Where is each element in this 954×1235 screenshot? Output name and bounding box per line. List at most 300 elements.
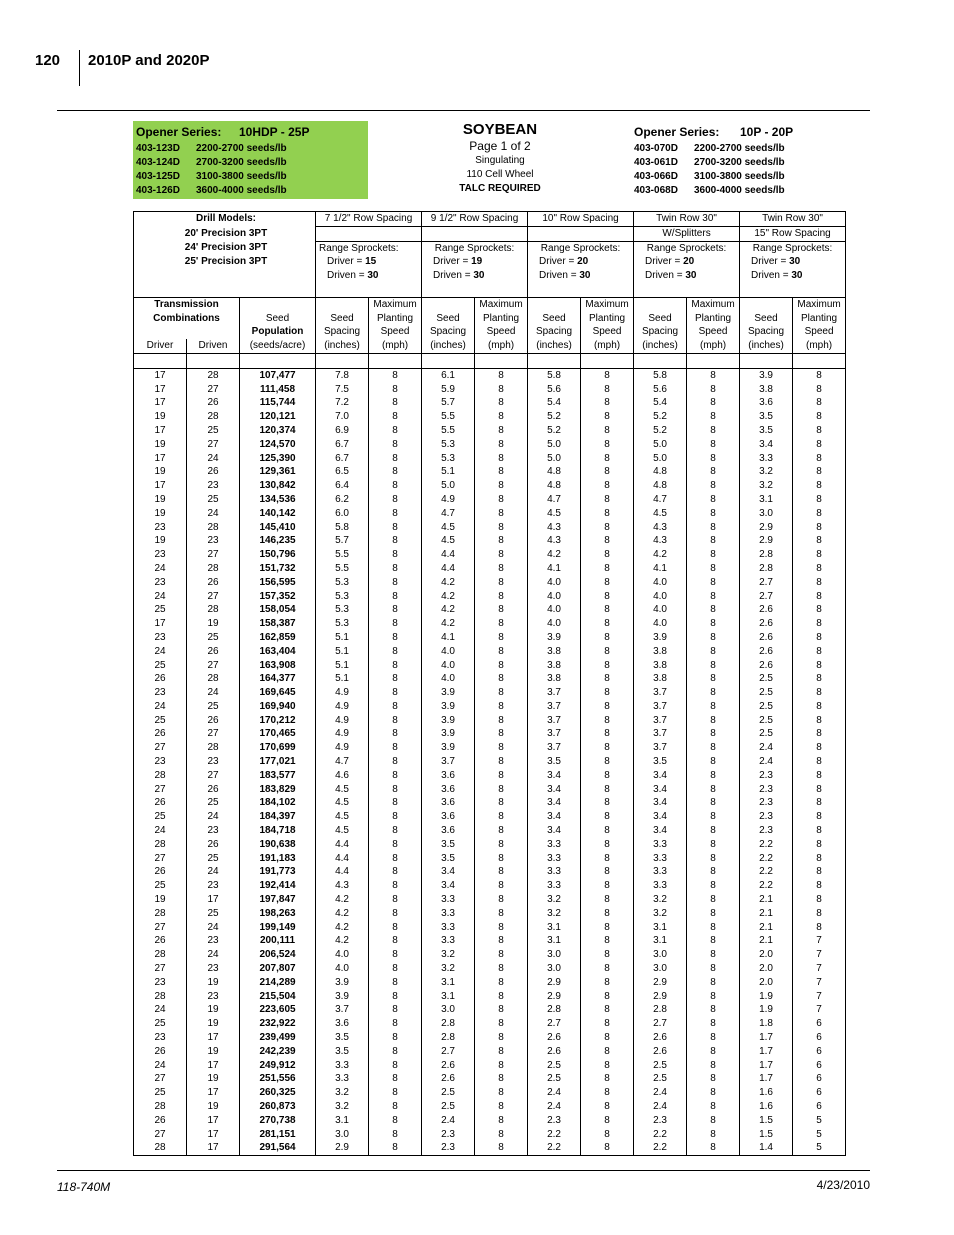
spacing-cell: 2.0	[740, 948, 793, 962]
spacing-cell: 3.7	[528, 727, 581, 741]
speed-cell: 8	[581, 548, 634, 562]
spacing-cell: 2.5	[634, 1059, 687, 1073]
opener-series-value: 10P - 20P	[740, 125, 794, 139]
table-row	[134, 686, 846, 700]
driven-cell: 26	[187, 576, 240, 590]
speed-cell: 8	[475, 727, 528, 741]
population-cell: 170,465	[240, 727, 316, 741]
speed-cell: 8	[687, 838, 740, 852]
driven-cell: 17	[187, 1059, 240, 1073]
speed-cell: 8	[369, 507, 422, 521]
spacing-cell: 1.9	[740, 990, 793, 1004]
spacing-cell: 5.1	[316, 631, 369, 645]
spacing-cell: 2.5	[740, 700, 793, 714]
spacing-cell: 3.4	[422, 879, 475, 893]
spacing-cell: 2.1	[740, 934, 793, 948]
spacing-header: Seed	[422, 312, 475, 326]
speed-cell: 8	[793, 521, 846, 535]
speed-cell: 8	[687, 1128, 740, 1142]
driver-cell: 28	[134, 990, 187, 1004]
driven-cell: 25	[187, 424, 240, 438]
spacing-cell: 2.3	[422, 1141, 475, 1155]
driver-cell: 28	[134, 769, 187, 783]
crop-title-block	[430, 121, 570, 196]
speed-cell: 8	[369, 1086, 422, 1100]
opener-range: 2700-3200 seeds/lb	[196, 157, 287, 168]
speed-cell: 8	[475, 810, 528, 824]
spacing-cell: 2.9	[740, 534, 793, 548]
speed-cell: 8	[581, 631, 634, 645]
speed-cell: 8	[475, 1100, 528, 1114]
spacing-cell: 6.1	[422, 368, 475, 382]
speed-cell: 8	[687, 755, 740, 769]
spacing-cell: 2.8	[740, 548, 793, 562]
opener-range: 2200-2700 seeds/lb	[196, 143, 287, 154]
spacing-cell: 4.0	[528, 617, 581, 631]
range-sprockets-label: Range Sprockets:	[316, 241, 422, 255]
speed-cell: 6	[793, 1059, 846, 1073]
spacing-cell: 5.0	[634, 452, 687, 466]
population-cell: 215,504	[240, 990, 316, 1004]
spacing-header: Seed	[634, 312, 687, 326]
driven-cell: 25	[187, 631, 240, 645]
table-row	[134, 562, 846, 576]
spacing-cell: 4.1	[634, 562, 687, 576]
speed-cell: 8	[475, 1072, 528, 1086]
table-row	[134, 507, 846, 521]
speed-cell: 8	[793, 824, 846, 838]
opener-part: 403-125D	[136, 171, 180, 182]
spacing-cell: 2.3	[740, 783, 793, 797]
speed-cell: 8	[475, 962, 528, 976]
speed-cell: 8	[793, 714, 846, 728]
population-cell: 163,404	[240, 645, 316, 659]
spacing-cell: 4.5	[316, 783, 369, 797]
spacing-cell: 4.2	[422, 576, 475, 590]
speed-cell: 8	[793, 796, 846, 810]
speed-cell: 8	[475, 1086, 528, 1100]
opener-row	[133, 156, 368, 170]
empty-cell	[740, 297, 793, 311]
spacing-cell: 3.3	[422, 893, 475, 907]
spacing-cell: 3.6	[740, 396, 793, 410]
driver-cell: 19	[134, 893, 187, 907]
table-row	[134, 452, 846, 466]
speed-cell: 8	[687, 769, 740, 783]
speed-cell: 8	[793, 810, 846, 824]
spacing-cell: 3.7	[528, 686, 581, 700]
speed-cell: 8	[687, 796, 740, 810]
speed-cell: 8	[475, 907, 528, 921]
spacing-cell: 4.8	[528, 479, 581, 493]
spacing-cell: 3.9	[422, 727, 475, 741]
spacing-cell: 4.2	[316, 934, 369, 948]
spacing-cell: 2.3	[528, 1114, 581, 1128]
driver-sprocket	[528, 255, 634, 269]
driver-cell: 26	[134, 672, 187, 686]
speed-cell: 8	[475, 769, 528, 783]
driver-cell: 23	[134, 1031, 187, 1045]
speed-cell: 8	[793, 741, 846, 755]
speed-cell: 8	[369, 424, 422, 438]
speed-header: Planting	[793, 312, 846, 326]
speed-cell: 8	[793, 452, 846, 466]
speed-cell: 8	[793, 893, 846, 907]
spacing-cell: 3.1	[634, 934, 687, 948]
speed-cell: 8	[581, 521, 634, 535]
speed-cell: 8	[793, 590, 846, 604]
table-row	[134, 548, 846, 562]
population-cell: 281,151	[240, 1128, 316, 1142]
speed-cell: 8	[369, 659, 422, 673]
driver-value: 30	[789, 256, 801, 268]
driver-cell: 24	[134, 645, 187, 659]
driven-cell: 23	[187, 479, 240, 493]
driver-cell: 25	[134, 1086, 187, 1100]
speed-cell: 6	[793, 1031, 846, 1045]
spacing-cell: 2.6	[740, 659, 793, 673]
spacing-cell: 5.0	[422, 479, 475, 493]
spacing-cell: 3.2	[740, 465, 793, 479]
spacing-cell: 3.2	[316, 1100, 369, 1114]
spacing-cell: 3.3	[422, 934, 475, 948]
spacing-cell: 2.6	[634, 1045, 687, 1059]
cell-wheel: 110 Cell Wheel	[466, 169, 534, 180]
population-cell: 156,595	[240, 576, 316, 590]
table-row	[134, 824, 846, 838]
table-row	[134, 976, 846, 990]
spacing-cell: 4.1	[528, 562, 581, 576]
speed-cell: 8	[687, 465, 740, 479]
spacing-cell: 1.6	[740, 1100, 793, 1114]
speed-cell: 8	[687, 727, 740, 741]
speed-cell: 8	[369, 1114, 422, 1128]
speed-cell: 6	[793, 1072, 846, 1086]
spacing-subheader	[316, 226, 422, 241]
spacing-cell: 1.7	[740, 1045, 793, 1059]
speed-cell: 8	[475, 700, 528, 714]
driven-value: 30	[473, 270, 485, 282]
table-row	[134, 1059, 846, 1073]
speed-cell: 8	[793, 534, 846, 548]
speed-cell: 8	[369, 368, 422, 382]
speed-cell: 8	[581, 1072, 634, 1086]
driven-cell: 19	[187, 1045, 240, 1059]
speed-cell: 8	[475, 548, 528, 562]
spacing-cell: 6.7	[316, 452, 369, 466]
spacing-cell: 5.8	[634, 368, 687, 382]
transmission-header: Transmission	[134, 297, 240, 311]
spacing-cell: 3.0	[316, 1128, 369, 1142]
spacing-cell: 2.2	[740, 838, 793, 852]
spacing-cell: 5.3	[316, 576, 369, 590]
speed-cell: 8	[369, 617, 422, 631]
driven-cell: 27	[187, 727, 240, 741]
empty-cell	[740, 283, 846, 297]
empty-cell	[240, 297, 316, 311]
spacing-cell: 2.0	[740, 976, 793, 990]
speed-cell: 8	[793, 383, 846, 397]
driver-cell: 28	[134, 907, 187, 921]
empty-cell	[634, 297, 687, 311]
speed-cell: 8	[581, 1086, 634, 1100]
speed-cell: 8	[475, 452, 528, 466]
speed-cell: 8	[369, 1031, 422, 1045]
spacing-header: Spacing	[528, 325, 581, 339]
spacing-cell: 2.7	[634, 1017, 687, 1031]
spacing-subheader: W/Splitters	[634, 226, 740, 241]
driven-value: 30	[367, 270, 379, 282]
driven-cell: 24	[187, 948, 240, 962]
spacing-cell: 2.3	[740, 810, 793, 824]
spacing-cell: 2.6	[422, 1059, 475, 1073]
spacing-cell: 4.9	[316, 727, 369, 741]
speed-cell: 8	[581, 383, 634, 397]
speed-cell: 8	[475, 1017, 528, 1031]
spacing-cell: 4.2	[528, 548, 581, 562]
speed-cell: 8	[793, 700, 846, 714]
spacing-cell: 4.4	[316, 838, 369, 852]
driver-cell: 24	[134, 700, 187, 714]
spacing-cell: 3.2	[422, 962, 475, 976]
driven-label: Driven =	[433, 270, 474, 282]
speed-cell: 8	[793, 672, 846, 686]
population-cell: 199,149	[240, 921, 316, 935]
speed-cell: 8	[475, 865, 528, 879]
spacing-cell: 4.7	[528, 493, 581, 507]
speed-cell: 8	[369, 1128, 422, 1142]
driver-cell: 27	[134, 741, 187, 755]
speed-cell: 8	[475, 1114, 528, 1128]
opener-range: 2200-2700 seeds/lb	[694, 143, 785, 154]
empty-cell	[581, 353, 634, 368]
spacing-cell: 3.4	[634, 769, 687, 783]
driver-cell: 27	[134, 783, 187, 797]
driven-cell: 28	[187, 672, 240, 686]
driven-cell: 25	[187, 700, 240, 714]
spacing-cell: 2.6	[528, 1031, 581, 1045]
driven-cell: 28	[187, 521, 240, 535]
empty-cell	[316, 353, 369, 368]
spacing-cell: 4.0	[634, 590, 687, 604]
driven-cell: 17	[187, 1114, 240, 1128]
spacing-cell: 4.2	[316, 921, 369, 935]
speed-header: Maximum	[581, 297, 634, 311]
driver-cell: 17	[134, 479, 187, 493]
driven-cell: 24	[187, 452, 240, 466]
spacing-cell: 3.7	[634, 741, 687, 755]
speed-cell: 8	[687, 396, 740, 410]
speed-header: Planting	[687, 312, 740, 326]
population-cell: 129,361	[240, 465, 316, 479]
spacing-cell: 5.2	[634, 410, 687, 424]
population-cell: 170,212	[240, 714, 316, 728]
range-sprockets-label: Range Sprockets:	[634, 241, 740, 255]
speed-cell: 8	[793, 507, 846, 521]
speed-cell: 8	[581, 1017, 634, 1031]
spacing-cell: 3.2	[634, 907, 687, 921]
drill-model: 25' Precision 3PT	[134, 255, 316, 269]
spacing-cell: 4.3	[634, 521, 687, 535]
driven-cell: 27	[187, 383, 240, 397]
speed-cell: 8	[581, 590, 634, 604]
spacing-cell: 3.5	[740, 410, 793, 424]
table-row	[134, 962, 846, 976]
spacing-header: (inches)	[316, 339, 369, 353]
driven-sprocket	[422, 269, 528, 283]
table-row	[134, 1045, 846, 1059]
speed-cell: 8	[687, 659, 740, 673]
spacing-cell: 2.7	[740, 576, 793, 590]
speed-cell: 8	[581, 838, 634, 852]
population-cell: 125,390	[240, 452, 316, 466]
population-header: Population	[240, 325, 316, 339]
spacing-cell: 2.5	[528, 1072, 581, 1086]
opener-series-right	[634, 121, 834, 198]
speed-cell: 8	[687, 893, 740, 907]
spacing-cell: 3.3	[528, 852, 581, 866]
speed-cell: 8	[369, 838, 422, 852]
speed-cell: 8	[369, 741, 422, 755]
speed-cell: 8	[369, 700, 422, 714]
driver-label: Driver =	[645, 256, 684, 268]
population-cell: 120,121	[240, 410, 316, 424]
spacing-cell: 3.1	[528, 921, 581, 935]
speed-cell: 8	[687, 1003, 740, 1017]
population-cell: 157,352	[240, 590, 316, 604]
spacing-cell: 5.5	[422, 424, 475, 438]
speed-cell: 8	[369, 948, 422, 962]
empty-cell	[316, 283, 422, 297]
speed-cell: 8	[475, 879, 528, 893]
driven-cell: 26	[187, 645, 240, 659]
driven-sprocket	[740, 269, 846, 283]
spacing-cell: 2.5	[422, 1100, 475, 1114]
population-cell: 184,102	[240, 796, 316, 810]
page-number: 120	[35, 52, 61, 69]
spacing-cell: 3.9	[422, 700, 475, 714]
speed-header: Speed	[369, 325, 422, 339]
speed-cell: 8	[369, 727, 422, 741]
driven-cell: 17	[187, 1128, 240, 1142]
spacing-cell: 3.2	[528, 907, 581, 921]
speed-cell: 8	[687, 783, 740, 797]
speed-header: Maximum	[369, 297, 422, 311]
speed-cell: 8	[475, 838, 528, 852]
speed-cell: 8	[475, 465, 528, 479]
driver-cell: 25	[134, 879, 187, 893]
opener-series-label: Opener Series:	[136, 125, 222, 139]
header-rule	[57, 110, 870, 111]
opener-row	[133, 142, 368, 156]
speed-cell: 8	[475, 893, 528, 907]
spacing-cell: 3.9	[422, 714, 475, 728]
speed-cell: 8	[369, 1045, 422, 1059]
speed-cell: 8	[687, 548, 740, 562]
speed-cell: 8	[369, 1003, 422, 1017]
opener-row	[133, 184, 368, 198]
spacing-cell: 5.0	[634, 438, 687, 452]
spacing-cell: 2.4	[634, 1086, 687, 1100]
driver-cell: 25	[134, 714, 187, 728]
driver-cell: 24	[134, 590, 187, 604]
speed-cell: 8	[581, 479, 634, 493]
speed-cell: 8	[581, 948, 634, 962]
speed-cell: 8	[687, 934, 740, 948]
speed-cell: 8	[369, 796, 422, 810]
spacing-cell: 3.4	[740, 438, 793, 452]
driver-value: 20	[683, 256, 695, 268]
speed-cell: 8	[687, 493, 740, 507]
spacing-cell: 4.5	[528, 507, 581, 521]
population-cell: 169,645	[240, 686, 316, 700]
spacing-cell: 6.0	[316, 507, 369, 521]
speed-cell: 8	[687, 948, 740, 962]
driven-cell: 28	[187, 741, 240, 755]
speed-cell: 8	[369, 603, 422, 617]
range-sprockets-label: Range Sprockets:	[528, 241, 634, 255]
speed-cell: 8	[475, 507, 528, 521]
speed-cell: 8	[475, 576, 528, 590]
speed-cell: 8	[581, 1045, 634, 1059]
speed-cell: 8	[687, 990, 740, 1004]
spacing-cell: 4.0	[528, 576, 581, 590]
driven-sprocket	[634, 269, 740, 283]
spacing-cell: 4.2	[422, 590, 475, 604]
spacing-cell: 4.9	[316, 714, 369, 728]
speed-cell: 8	[581, 755, 634, 769]
spacing-cell: 4.2	[422, 617, 475, 631]
spacing-cell: 5.3	[422, 438, 475, 452]
spacing-cell: 2.4	[528, 1100, 581, 1114]
spacing-cell: 2.3	[740, 796, 793, 810]
population-cell: 206,524	[240, 948, 316, 962]
spacing-cell: 2.2	[528, 1141, 581, 1155]
speed-cell: 8	[793, 838, 846, 852]
speed-cell: 8	[475, 672, 528, 686]
spacing-cell: 5.1	[316, 645, 369, 659]
spacing-cell: 3.9	[316, 976, 369, 990]
header-divider	[79, 50, 80, 86]
speed-cell: 8	[793, 631, 846, 645]
spacing-cell: 2.6	[740, 603, 793, 617]
speed-cell: 8	[793, 865, 846, 879]
spacing-cell: 2.4	[422, 1114, 475, 1128]
speed-cell: 8	[687, 603, 740, 617]
speed-cell: 8	[581, 617, 634, 631]
spacing-cell: 3.4	[634, 810, 687, 824]
speed-cell: 8	[793, 921, 846, 935]
spacing-cell: 7.5	[316, 383, 369, 397]
population-cell: 145,410	[240, 521, 316, 535]
speed-cell: 8	[369, 383, 422, 397]
speed-cell: 8	[687, 479, 740, 493]
empty-cell	[422, 297, 475, 311]
population-cell: 163,908	[240, 659, 316, 673]
speed-cell: 8	[369, 783, 422, 797]
speed-cell: 8	[475, 562, 528, 576]
table-row	[134, 424, 846, 438]
driver-cell: 23	[134, 521, 187, 535]
speed-cell: 8	[687, 672, 740, 686]
spacing-cell: 2.2	[740, 852, 793, 866]
spacing-cell: 1.7	[740, 1072, 793, 1086]
speed-cell: 8	[793, 479, 846, 493]
opener-range: 3100-3800 seeds/lb	[694, 171, 785, 182]
table-row	[134, 727, 846, 741]
population-cell: 207,807	[240, 962, 316, 976]
spacing-cell: 2.5	[528, 1059, 581, 1073]
